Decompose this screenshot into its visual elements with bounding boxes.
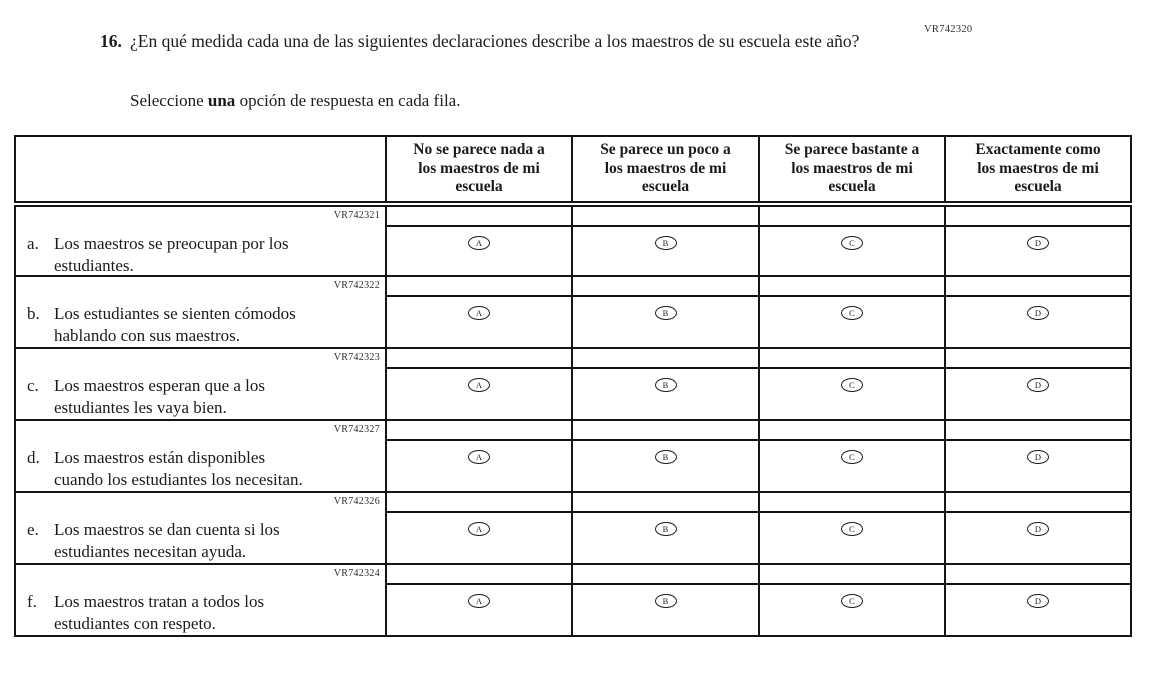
column-header-line: Exactamente como xyxy=(975,140,1101,158)
radio-option-c[interactable]: C xyxy=(841,236,863,250)
statement-line: Los estudiantes se sienten cómodos xyxy=(54,304,296,323)
statement-cell xyxy=(15,564,386,636)
answer-cell xyxy=(759,492,945,564)
column-header-b xyxy=(572,136,759,204)
answer-cell xyxy=(759,204,945,276)
response-matrix xyxy=(14,135,1132,637)
radio-option-c[interactable]: C xyxy=(841,594,863,608)
statement-line: estudiantes. xyxy=(54,256,134,276)
column-header-line: escuela xyxy=(455,178,503,196)
row-letter: b. xyxy=(27,304,40,323)
radio-option-d[interactable]: D xyxy=(1027,236,1049,250)
answer-cell xyxy=(386,276,572,348)
radio-option-c[interactable]: C xyxy=(841,378,863,392)
code-strip xyxy=(387,493,571,513)
code-strip xyxy=(573,493,758,513)
instruction-text xyxy=(130,91,460,111)
statement-cell xyxy=(15,348,386,420)
statement-text xyxy=(54,303,375,347)
statement-cell xyxy=(15,420,386,492)
column-header-d xyxy=(945,136,1131,204)
code-strip xyxy=(387,421,571,441)
code-strip xyxy=(760,207,944,227)
row-vr-code: VR742326 xyxy=(333,496,380,507)
table-row-c xyxy=(15,348,1131,420)
answer-cell xyxy=(386,348,572,420)
answer-cell xyxy=(945,348,1131,420)
statement-text xyxy=(54,375,375,419)
radio-option-b[interactable]: B xyxy=(655,378,677,392)
table-row-a xyxy=(15,204,1131,276)
code-strip xyxy=(573,565,758,585)
answer-cell xyxy=(945,564,1131,636)
radio-option-a[interactable]: A xyxy=(468,594,490,608)
radio-option-b[interactable]: B xyxy=(655,236,677,250)
row-vr-code: VR742322 xyxy=(333,280,380,291)
question-block xyxy=(100,30,859,53)
code-strip xyxy=(387,349,571,369)
statement-text xyxy=(54,519,375,563)
statement-line: estudiantes con respeto. xyxy=(54,614,216,634)
code-strip xyxy=(760,565,944,585)
answer-cell xyxy=(945,204,1131,276)
radio-option-a[interactable]: A xyxy=(468,522,490,536)
row-vr-code: VR742327 xyxy=(333,424,380,435)
code-strip xyxy=(946,277,1130,297)
row-letter: a. xyxy=(27,234,39,253)
code-strip xyxy=(946,349,1130,369)
radio-option-a[interactable]: A xyxy=(468,450,490,464)
row-letter: c. xyxy=(27,376,39,395)
code-strip xyxy=(946,421,1130,441)
code-strip xyxy=(573,277,758,297)
statement-line: estudiantes les vaya bien. xyxy=(54,398,227,418)
answer-cell xyxy=(386,204,572,276)
column-header-line: los maestros de mi xyxy=(604,159,727,177)
statement-text xyxy=(54,591,375,635)
row-vr-code: VR742323 xyxy=(333,352,380,363)
code-strip xyxy=(760,421,944,441)
row-vr-code: VR742321 xyxy=(333,210,380,221)
radio-option-b[interactable]: B xyxy=(655,522,677,536)
code-strip xyxy=(573,421,758,441)
column-header-line: Se parece bastante a xyxy=(784,140,920,158)
answer-cell xyxy=(759,420,945,492)
column-header-line: los maestros de mi xyxy=(977,159,1099,177)
statement-text xyxy=(54,233,375,277)
table-row-d xyxy=(15,420,1131,492)
answer-cell xyxy=(945,492,1131,564)
column-header-line: No se parece nada a xyxy=(413,140,545,158)
code-strip xyxy=(573,349,758,369)
answer-cell xyxy=(759,348,945,420)
radio-option-c[interactable]: C xyxy=(841,522,863,536)
answer-cell xyxy=(759,564,945,636)
statement-line: Los maestros se preocupan por los xyxy=(54,234,289,253)
answer-cell xyxy=(386,420,572,492)
instruction-suffix: opción de respuesta en cada fila. xyxy=(239,91,461,110)
question-text: ¿En qué medida cada una de las siguientes declaraciones describe a los maestros de su escuela este año? xyxy=(130,31,860,51)
answer-cell xyxy=(945,420,1131,492)
answer-cell xyxy=(386,564,572,636)
statement-line: Los maestros esperan que a los xyxy=(54,376,266,395)
code-strip xyxy=(387,207,571,227)
answer-cell xyxy=(572,204,759,276)
radio-option-b[interactable]: B xyxy=(655,594,677,608)
answer-cell xyxy=(572,420,759,492)
column-header-line: escuela xyxy=(828,178,876,196)
answer-cell xyxy=(572,492,759,564)
answer-cell xyxy=(945,276,1131,348)
statement-line: cuando los estudiantes los necesitan. xyxy=(54,470,303,490)
question-number: 16. xyxy=(100,31,122,51)
answer-cell xyxy=(759,276,945,348)
code-strip xyxy=(573,207,758,227)
answer-cell xyxy=(572,564,759,636)
statement-cell xyxy=(15,276,386,348)
radio-option-a[interactable]: A xyxy=(468,378,490,392)
radio-option-c[interactable]: C xyxy=(841,450,863,464)
statement-line: estudiantes necesitan ayuda. xyxy=(54,542,247,562)
radio-option-a[interactable]: A xyxy=(468,236,490,250)
code-strip xyxy=(387,565,571,585)
column-header-line: los maestros de mi xyxy=(791,159,913,177)
statement-line: Los maestros están disponibles xyxy=(54,448,266,467)
radio-option-d[interactable]: D xyxy=(1027,522,1049,536)
radio-option-a[interactable]: A xyxy=(468,306,490,320)
radio-option-c[interactable]: C xyxy=(841,306,863,320)
answer-cell xyxy=(386,492,572,564)
table-row-b xyxy=(15,276,1131,348)
form-code: VR742320 xyxy=(924,24,973,35)
radio-option-b[interactable]: B xyxy=(655,450,677,464)
instruction-bold-word: una xyxy=(207,91,236,110)
radio-option-d[interactable]: D xyxy=(1027,594,1049,608)
statement-text xyxy=(54,447,375,491)
statement-cell xyxy=(15,492,386,564)
column-header-a xyxy=(386,136,572,204)
code-strip xyxy=(387,277,571,297)
statement-line: hablando con sus maestros. xyxy=(54,326,241,346)
code-strip xyxy=(760,277,944,297)
radio-option-d[interactable]: D xyxy=(1027,378,1049,392)
row-letter: f. xyxy=(27,592,37,611)
corner-cell xyxy=(15,136,386,204)
code-strip xyxy=(946,207,1130,227)
column-header-line: los maestros de mi xyxy=(418,159,540,177)
code-strip xyxy=(760,349,944,369)
column-header-c xyxy=(759,136,945,204)
radio-option-d[interactable]: D xyxy=(1027,306,1049,320)
row-letter: e. xyxy=(27,520,39,539)
table-row-f xyxy=(15,564,1131,636)
table-row-e xyxy=(15,492,1131,564)
code-strip xyxy=(946,565,1130,585)
header-row xyxy=(15,136,1131,204)
radio-option-d[interactable]: D xyxy=(1027,450,1049,464)
row-vr-code: VR742324 xyxy=(333,568,380,579)
statement-cell xyxy=(15,204,386,276)
row-letter: d. xyxy=(27,448,40,467)
instruction-prefix: Seleccione xyxy=(130,91,204,110)
column-header-line: escuela xyxy=(641,178,690,196)
answer-cell xyxy=(572,276,759,348)
code-strip xyxy=(760,493,944,513)
statement-line: Los maestros se dan cuenta si los xyxy=(54,520,280,539)
column-header-line: escuela xyxy=(1014,178,1062,196)
statement-line: Los maestros tratan a todos los xyxy=(54,592,265,611)
radio-option-b[interactable]: B xyxy=(655,306,677,320)
answer-cell xyxy=(572,348,759,420)
column-header-line: Se parece un poco a xyxy=(600,140,731,158)
code-strip xyxy=(946,493,1130,513)
